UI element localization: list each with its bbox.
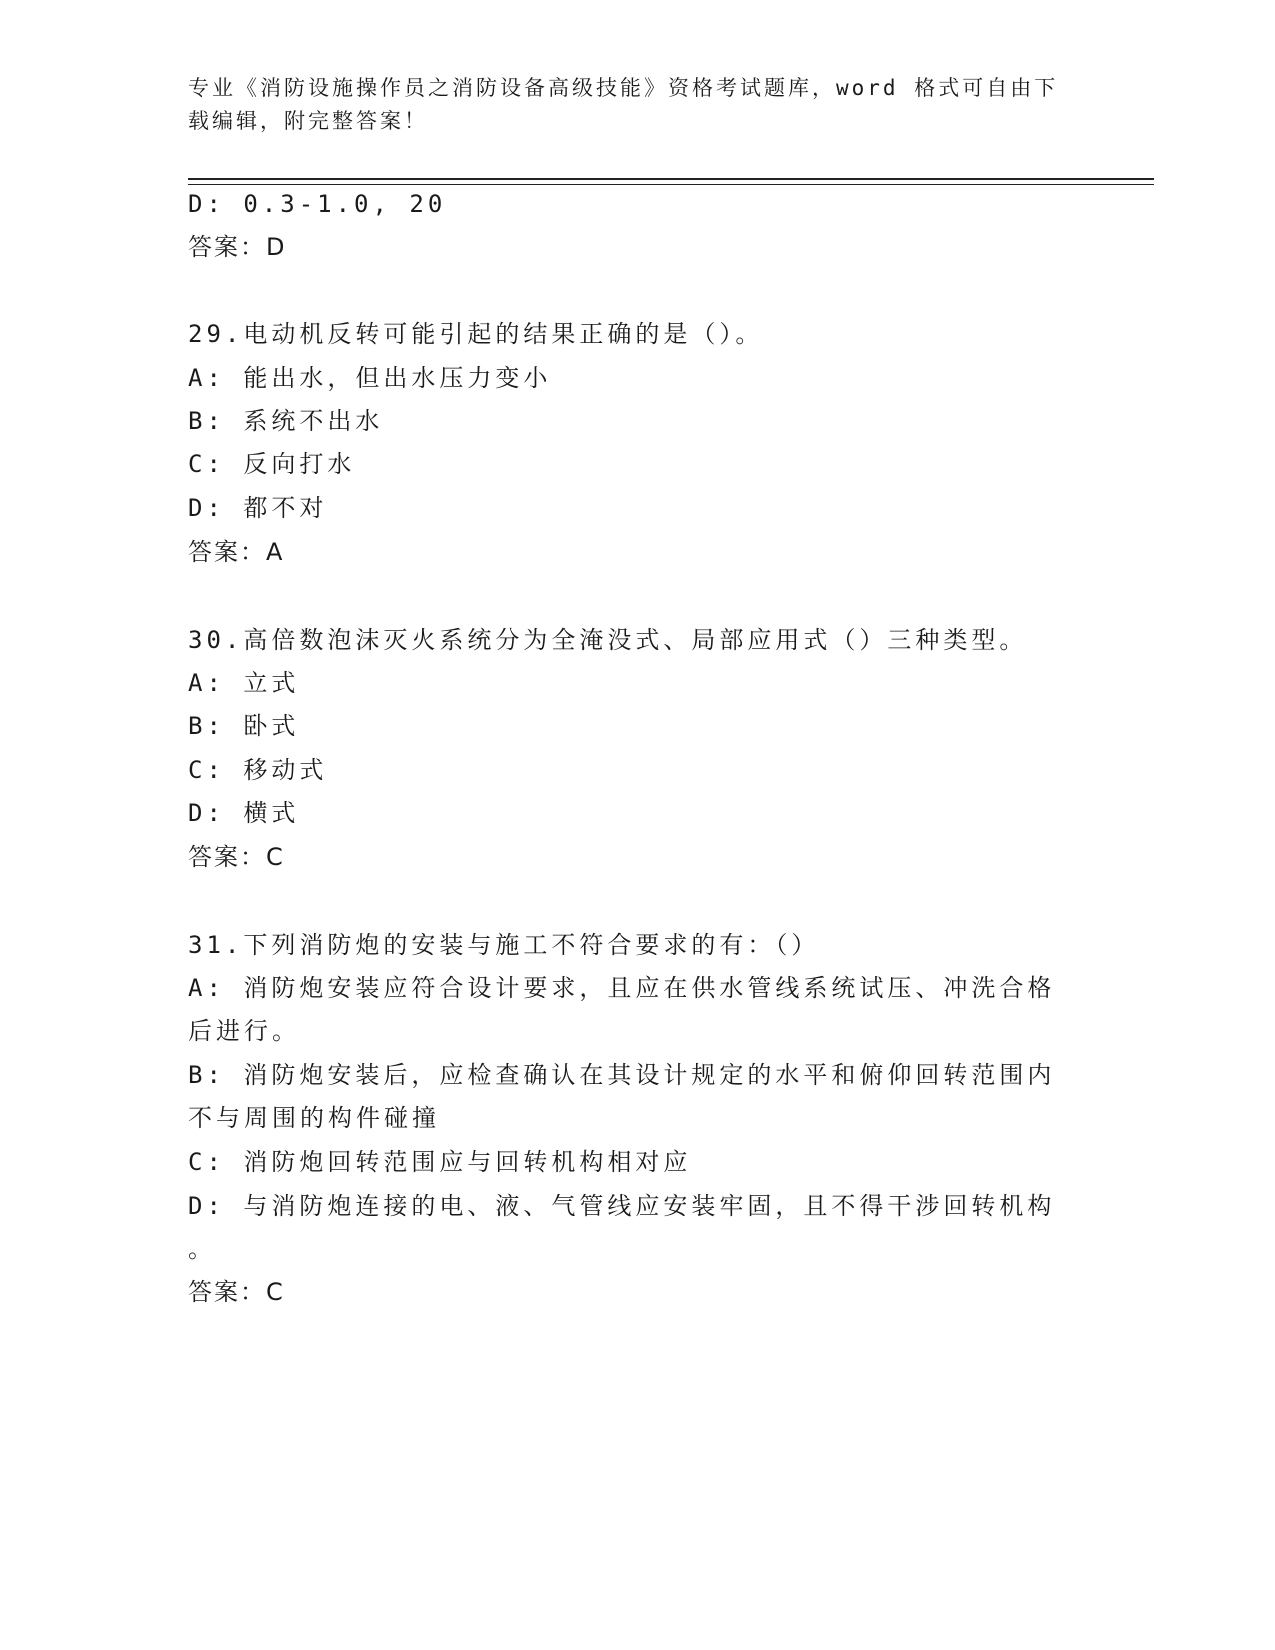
- q30-stem: 30.高倍数泡沫灭火系统分为全淹没式、局部应用式（）三种类型。: [188, 626, 1028, 654]
- q30-option-b: B: 卧式: [188, 712, 300, 740]
- q29-option-c: C: 反向打水: [188, 450, 356, 478]
- document-header: [188, 72, 1068, 138]
- header-line-2: 载编辑，附完整答案！: [188, 109, 428, 133]
- q31-option-c: C: 消防炮回转范围应与回转机构相对应: [188, 1148, 692, 1176]
- prev-option-d: D: 0.3-1.0, 20: [188, 190, 447, 218]
- header-divider-thin: [188, 184, 1154, 185]
- q30-option-a: A: 立式: [188, 669, 300, 697]
- header-line-1: 专业《消防设施操作员之消防设备高级技能》资格考试题库，word 格式可自由下: [188, 76, 1059, 100]
- q31-stem: 31.下列消防炮的安装与施工不符合要求的有：（）: [188, 931, 820, 959]
- q30-answer: 答案：C: [188, 843, 285, 871]
- q29-stem: 29.电动机反转可能引起的结果正确的是（）。: [188, 320, 764, 348]
- q31-option-d-line-2: 。: [188, 1235, 216, 1263]
- q29-option-b: B: 系统不出水: [188, 407, 384, 435]
- q29-answer: 答案：A: [188, 538, 285, 566]
- q30-option-d: D: 横式: [188, 799, 300, 827]
- q29-option-a: A: 能出水，但出水压力变小: [188, 364, 552, 392]
- q31-option-b-line-1: B: 消防炮安装后，应检查确认在其设计规定的水平和俯仰回转范围内: [188, 1061, 1056, 1089]
- q31-option-b-line-2: 不与周围的构件碰撞: [188, 1104, 440, 1132]
- q29-option-d: D: 都不对: [188, 494, 328, 522]
- q31-option-d-line-1: D: 与消防炮连接的电、液、气管线应安装牢固，且不得干涉回转机构: [188, 1192, 1056, 1220]
- q31-option-a-line-2: 后进行。: [188, 1017, 300, 1045]
- q31-option-a-line-1: A: 消防炮安装应符合设计要求，且应在供水管线系统试压、冲洗合格: [188, 974, 1056, 1002]
- header-divider-thick: [188, 178, 1154, 180]
- q31-answer: 答案：C: [188, 1278, 285, 1306]
- prev-answer: 答案：D: [188, 233, 287, 261]
- q30-option-c: C: 移动式: [188, 756, 328, 784]
